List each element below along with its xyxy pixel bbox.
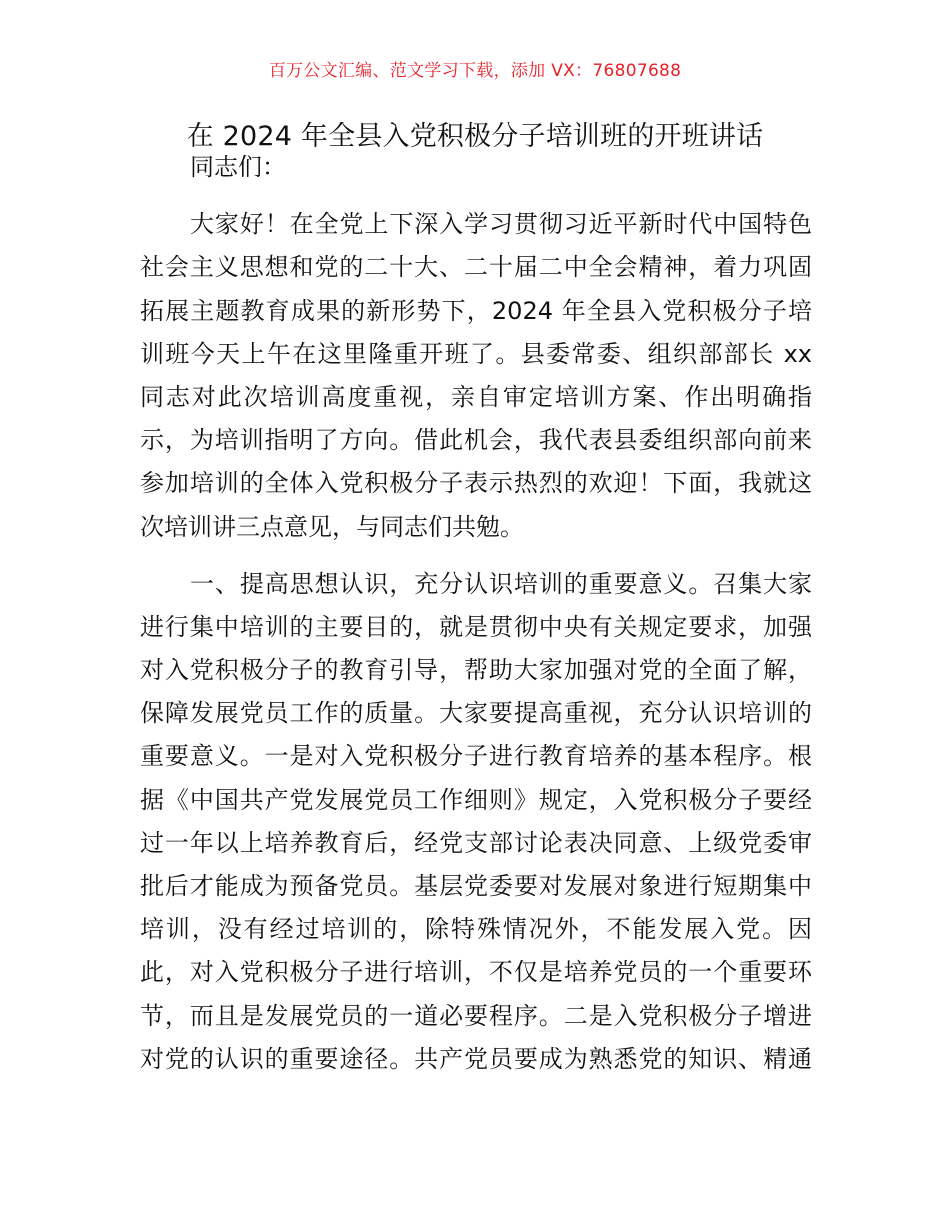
- text-line: 拓展主题教育成果的新形势下，2024 年全县入党积极分子培: [140, 296, 812, 325]
- watermark-banner: 百万公文汇编、范文学习下载，添加 VX：76807688: [268, 61, 682, 81]
- document-body: [140, 146, 812, 1081]
- text-line: 训班今天上午在这里隆重开班了。县委常委、组织部部长 xx: [140, 339, 812, 368]
- text-line: 据《中国共产党发展党员工作细则》规定，入党积极分子要经: [140, 785, 812, 814]
- text-line: 同志对此次培训高度重视，亲自审定培训方案、作出明确指: [140, 382, 812, 411]
- text-line: 此，对入党积极分子进行培训，不仅是培养党员的一个重要环: [140, 958, 812, 987]
- text-line: 批后才能成为预备党员。基层党委要对发展对象进行短期集中: [140, 872, 812, 900]
- greeting: 同志们：: [190, 153, 286, 181]
- text-line: 重要意义。一是对入党积极分子进行教育培养的基本程序。根: [140, 742, 812, 771]
- text-line: 参加培训的全体入党积极分子表示热烈的欢迎！下面，我就这: [140, 469, 812, 498]
- text-line: 对党的认识的重要途径。共产党员要成为熟悉党的知识、精通: [140, 1044, 812, 1073]
- text-line: 一、提高思想认识，充分认识培训的重要意义。召集大家: [190, 569, 812, 598]
- document-title: 在 2024 年全县入党积极分子培训班的开班讲话: [186, 121, 764, 152]
- paragraph-1: [140, 203, 812, 549]
- text-line: 保障发展党员工作的质量。大家要提高重视，充分认识培训的: [140, 699, 812, 728]
- text-line: 次培训讲三点意见，与同志们共勉。: [140, 512, 524, 541]
- text-line: 过一年以上培养教育后，经党支部讨论表决同意、上级党委审: [140, 828, 812, 857]
- text-line: 大家好！在全党上下深入学习贯彻习近平新时代中国特色: [190, 210, 812, 239]
- paragraph-2: [140, 563, 812, 1081]
- text-line: 示，为培训指明了方向。借此机会，我代表县委组织部向前来: [140, 426, 812, 455]
- text-line: 社会主义思想和党的二十大、二十届二中全会精神，着力巩固: [140, 253, 812, 282]
- text-line: 培训，没有经过培训的，除特殊情况外，不能发展入党。因: [140, 915, 812, 944]
- text-line: 进行集中培训的主要目的，就是贯彻中央有关规定要求，加强: [140, 612, 812, 641]
- text-line: 节，而且是发展党员的一道必要程序。二是入党积极分子增进: [140, 1001, 812, 1030]
- text-line: 对入党积极分子的教育引导，帮助大家加强对党的全面了解，: [140, 656, 812, 685]
